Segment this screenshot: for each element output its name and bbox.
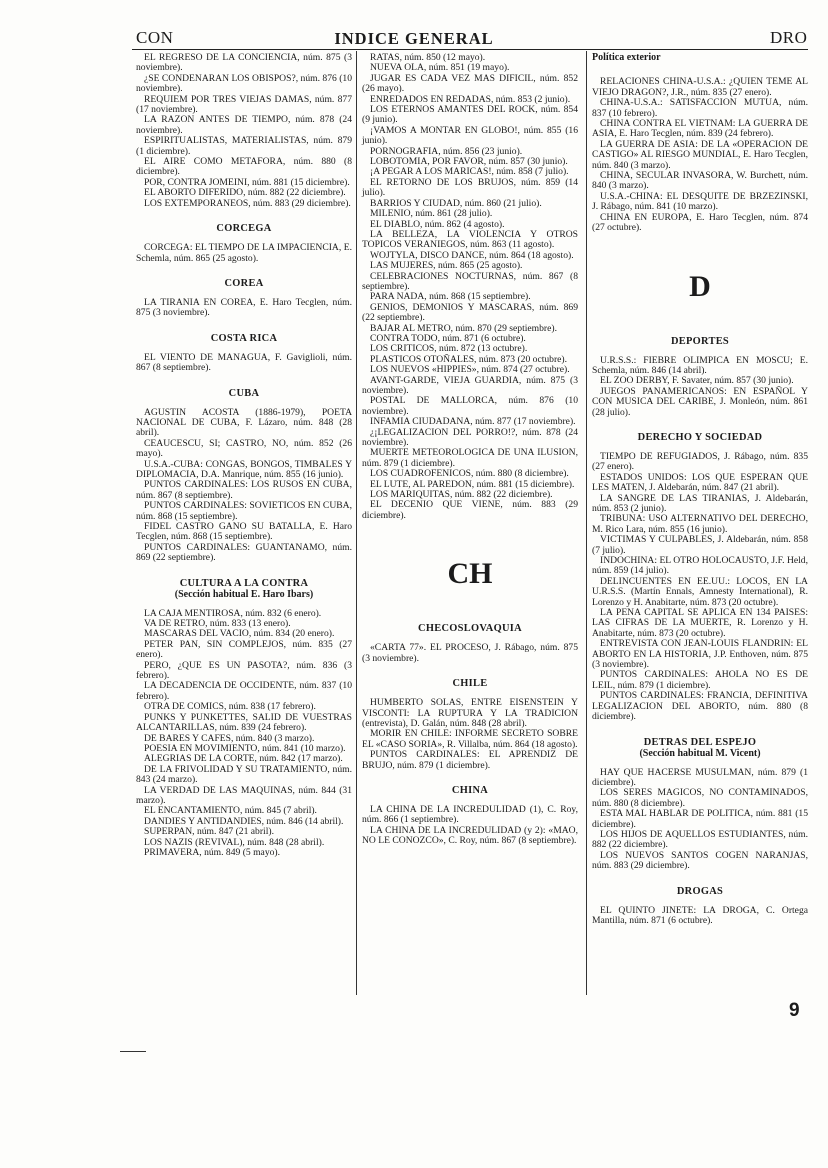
index-entry: EL ENCANTAMIENTO, núm. 845 (7 abril). [144,805,317,817]
index-entry: LA RAZON ANTES DE TIEMPO, núm. 878 (24 noviembre). [136,114,352,136]
index-entry: PUNTOS CARDINALES: SOVIETICOS EN CUBA, núm. 868 (15 septiembre). [136,500,352,522]
section-heading-title: COREA [224,277,264,289]
index-entry: LA CAJA MENTIROSA, núm. 832 (6 enero). [144,607,322,619]
index-entry: EL AIRE COMO METAFORA, núm. 880 (8 diciembre). [136,156,352,178]
index-entry: PRIMAVERA, núm. 849 (5 mayo). [144,846,281,858]
index-entry: PLASTICOS OTOÑALES, núm. 873 (20 octubre). [370,353,568,365]
index-entry: TRIBUNA: USO ALTERNATIVO DEL DERECHO, M. Rico Lara, núm. 855 (16 junio). [592,513,808,535]
index-entry: MUERTE METEOROLOGICA DE UNA ILUSION, núm. 879 (1 diciembre). [362,447,578,469]
index-entry: LA DECADENCIA DE OCCIDENTE, núm. 837 (10 febrero). [136,680,352,702]
index-entry: EL DECENIO QUE VIENE, núm. 883 (29 diciembre). [362,499,578,521]
index-entry: PETER PAN, SIN COMPLEJOS, núm. 835 (27 enero). [136,638,352,661]
index-entry: LA SANGRE DE LAS TIRANIAS, J. Aldebarán, núm. 853 (2 junio). [592,492,808,514]
index-entry: LOS NUEVOS «HIPPIES», núm. 874 (27 octubre). [370,364,570,376]
index-entry: DE LA FRIVOLIDAD Y SU TRATAMIENTO, núm. 843 (24 marzo). [136,763,352,786]
index-entry: RATAS, núm. 850 (12 mayo). [370,52,486,63]
index-entry: LA VERDAD DE LAS MAQUINAS, núm. 844 (31 marzo). [136,784,352,806]
index-entry: «CARTA 77». EL PROCESO, J. Rábago, núm. 875 (3 noviembre). [362,642,578,664]
index-entry: JUEGOS PANAMERICANOS: EN ESPAÑOL Y CON MUSICA DEL CARIBE, J. Monleón, núm. 861 (28 julio). [592,385,808,418]
index-entry: ALEGRIAS DE LA CORTE, núm. 842 (17 marzo). [144,753,343,765]
index-entry: POSTAL DE MALLORCA, núm. 876 (10 noviembre). [362,395,578,417]
index-entry: PUNTOS CARDINALES: GUANTANAMO, núm. 869 (22 septiembre). [136,541,352,564]
index-entry: CHINA EN EUROPA, E. Haro Tecglen, núm. 874 (27 octubre). [592,211,808,234]
index-entry: MASCARAS DEL VACIO, núm. 834 (20 enero). [144,628,335,640]
header-rule [132,49,808,50]
index-entry: LA PENA CAPITAL SE APLICA EN 134 PAISES: LAS CIFRAS DE LA MUERTE, R. Lorenzo y H. Anabitarte, núm. 873 (20 octubre). [592,607,808,639]
section-heading [136,278,352,289]
index-entry: EL VIENTO DE MANAGUA, F. Gaviglioli, núm. 867 (8 septiembre). [136,351,352,374]
section-heading-title: DETRAS DEL ESPEJO [643,736,757,748]
index-entry: EL QUINTO JINETE: LA DROGA, C. Ortega Mantilla, núm. 871 (6 octubre). [592,904,808,926]
section-heading-title: CULTURA A LA CONTRA [179,577,309,589]
index-entry: POESIA EN MOVIMIENTO, núm. 841 (10 marzo). [144,742,346,754]
index-entry: PUNTOS CARDINALES: EL APRENDIZ DE BRUJO, núm. 879 (1 diciembre). [362,749,578,771]
index-entry: PUNTOS CARDINALES: LOS RUSOS EN CUBA, núm. 867 (8 septiembre). [136,479,352,501]
index-entry: VICTIMAS Y CULPABLES, J. Aldebarán, núm. 858 (7 julio). [592,534,808,556]
index-column-2 [362,53,578,847]
index-entry: LA CHINA DE LA INCREDULIDAD (y 2): «MAO, NO LE CONOZCO», C. Roy, núm. 867 (8 septiembre). [362,824,578,847]
section-heading-title: COSTA RICA [210,332,278,344]
running-head-left: CON [136,28,174,47]
index-entry: EL RETORNO DE LOS BRUJOS, núm. 859 (14 julio). [362,176,578,199]
running-head-right: DRO [770,28,808,47]
section-heading [136,223,352,234]
section-heading [362,678,578,689]
index-entry: LOS CRITICOS, núm. 872 (13 octubre). [370,343,528,355]
index-entry: ¿¡LEGALIZACION DEL PORRO!?, núm. 878 (24 noviembre). [362,426,578,449]
index-entry: AGUSTIN ACOSTA (1886-1979), POETA NACIONAL DE CUBA, F. Lázaro, núm. 848 (28 abril). [136,406,352,439]
index-entry: EL ABORTO DIFERIDO, núm. 882 (22 diciembre). [144,187,346,199]
index-entry: INDOCHINA: EL OTRO HOLOCAUSTO, J.F. Held, núm. 859 (14 julio). [592,555,808,577]
index-entry: CHINA, SECULAR INVASORA, W. Burchett, núm. 840 (3 marzo). [592,170,808,192]
index-column-3 [592,53,808,926]
index-entry: REQUIEM POR TRES VIEJAS DAMAS, núm. 877 (17 noviembre). [136,93,352,116]
index-entry: LA BELLEZA, LA VIOLENCIA Y OTROS TOPICOS VERANIEGOS, núm. 863 (11 agosto). [362,228,578,251]
section-heading-title: CHECOSLOVAQUIA [418,623,522,635]
index-entry: LA CHINA DE LA INCREDULIDAD (1), C. Roy, núm. 866 (1 septiembre). [362,803,578,826]
section-heading-title: DEPORTES [670,335,730,347]
section-heading [362,623,578,634]
section-heading [592,432,808,443]
section-heading [136,388,352,399]
index-entry: ¿SE CONDENARAN LOS OBISPOS?, núm. 876 (10 noviembre). [136,72,352,95]
section-heading-title: CORCEGA [216,223,272,235]
section-heading-title: CHILE [452,678,488,690]
index-entry: ¡A PEGAR A LOS MARICAS!, núm. 858 (7 julio). [370,166,569,178]
index-entry: CELEBRACIONES NOCTURNAS, núm. 867 (8 septiembre). [362,270,578,292]
index-entry: ESTA MAL HABLAR DE POLITICA, núm. 881 (15 diciembre). [592,808,808,830]
index-entry: CORCEGA: EL TIEMPO DE LA IMPACIENCIA, E. Schemla, núm. 865 (25 agosto). [136,242,352,264]
index-entry: TIEMPO DE REFUGIADOS, J. Rábago, núm. 835 (27 enero). [592,450,808,473]
index-entry: EL DIABLO, núm. 862 (4 agosto). [370,218,505,230]
index-entry: LOS NAZIS (REVIVAL), núm. 848 (28 abril). [144,836,325,848]
index-entry: DELINCUENTES EN EE.UU.: LOCOS, EN LA U.R.S.S. (Martín Ennals, Amnesty International), R. Lorenzo y H. Anabitarte, núm. 873 (20 octubre). [592,575,808,608]
section-heading-note: (Sección habitual M. Vicent) [639,747,761,759]
section-heading [362,785,578,796]
index-entry: BARRIOS Y CIUDAD, núm. 860 (21 julio). [370,197,542,209]
index-entry: BAJAR AL METRO, núm. 870 (29 septiembre). [370,322,557,334]
index-entry: MILENIO, núm. 861 (28 julio). [370,208,493,220]
index-entry: ESTADOS UNIDOS: LOS QUE ESPERAN QUE LES MATEN, J. Aldebarán, núm. 847 (21 abril). [592,471,808,494]
section-heading-title: DERECHO Y SOCIEDAD [637,431,763,443]
index-entry: LOS NUEVOS SANTOS COGEN NARANJAS, núm. 883 (29 diciembre). [592,849,808,872]
index-entry: HAY QUE HACERSE MUSULMAN, núm. 879 (1 diciembre). [592,766,808,788]
index-entry: FIDEL CASTRO GANO SU BATALLA, E. Haro Tecglen, núm. 868 (15 septiembre). [136,521,352,543]
index-entry: CHINA-U.S.A.: SATISFACCION MUTUA, núm. 837 (10 febrero). [592,97,808,119]
index-entry: PARA NADA, núm. 868 (15 septiembre). [370,291,531,303]
section-heading [592,886,808,897]
column-divider [356,51,357,995]
index-entry: PUNKS Y PUNKETTES, SALID DE VUESTRAS ALCANTARILLAS, núm. 839 (24 febrero). [136,711,352,734]
index-entry: ENREDADOS EN REDADAS, núm. 853 (2 junio). [370,93,571,105]
index-entry: DANDIES Y ANTIDANDIES, núm. 846 (14 abril). [144,815,344,827]
index-entry: NUEVA OLA, núm. 851 (19 mayo). [370,62,510,74]
section-heading-title: CHINA [451,784,489,796]
index-entry: LA TIRANIA EN COREA, E. Haro Tecglen, núm. 875 (3 noviembre). [136,296,352,319]
section-heading-note: (Sección habitual E. Haro Ibars) [174,588,314,600]
index-entry: U.R.S.S.: FIEBRE OLIMPICA EN MOSCU; E. Schemla, núm. 846 (14 abril). [592,354,808,376]
index-entry: POR, CONTRA JOMEINI, núm. 881 (15 diciembre). [144,176,350,188]
index-entry: HUMBERTO SOLAS, ENTRE EISENSTEIN Y VISCONTI: LA RUPTURA Y LA TRADICION (entrevista), D. Galán, núm. 848 (28 abril). [362,697,578,729]
index-entry: WOJTYLA, DISCO DANCE, núm. 864 (18 agosto). [370,249,574,261]
section-heading [136,578,352,600]
index-entry: LA GUERRA DE ASIA: DE LA «OPERACION DE CASTIGO» AL RIESGO MUNDIAL, E. Haro Tecglen, núm. 840 (3 marzo). [592,138,808,171]
index-entry: CEAUCESCU, SI; CASTRO, NO, núm. 852 (26 mayo). [136,437,352,460]
index-entry: LOBOTOMIA, POR FAVOR, núm. 857 (30 junio). [370,156,568,168]
footer-dash [120,1051,146,1052]
index-entry: SUPERPAN, núm. 847 (21 abril). [144,826,274,838]
index-entry: LOS ETERNOS AMANTES DEL ROCK, núm. 854 (9 junio). [362,104,578,126]
index-entry: PUNTOS CARDINALES: FRANCIA, DEFINITIVA LEGALIZACION DEL ABORTO, núm. 880 (8 diciembre). [592,690,808,723]
index-entry: LOS MARIQUITAS, núm. 882 (22 diciembre). [370,489,553,501]
index-entry: PERO, ¿QUE ES UN PASOTA?, núm. 836 (3 febrero). [136,659,352,682]
index-entry: ESPIRITUALISTAS, MATERIALISTAS, núm. 879 (1 diciembre). [136,135,352,157]
index-entry: MORIR EN CHILE: INFORME SECRETO SOBRE EL «CASO SORIA», R. Villalba, núm. 864 (18 agosto). [362,728,578,750]
index-entry: EL REGRESO DE LA CONCIENCIA, núm. 875 (3 noviembre). [136,52,352,74]
index-entry: CONTRA TODO, núm. 871 (6 octubre). [370,332,526,344]
index-entry: GENIOS, DEMONIOS Y MASCARAS, núm. 869 (22 septiembre). [362,301,578,324]
index-entry: LOS SERES MAGICOS, NO CONTAMINADOS, núm. 880 (8 diciembre). [592,787,808,809]
index-entry: LOS HIJOS DE AQUELLOS ESTUDIANTES, núm. 882 (22 diciembre). [592,828,808,851]
letter-divider: CH [447,557,493,591]
index-entry: DE BARES Y CAFES, núm. 840 (3 marzo). [144,732,315,744]
index-entry: VA DE RETRO, núm. 833 (13 enero). [144,618,291,630]
section-heading-title: DROGAS [676,885,724,897]
index-entry: EL ZOO DERBY, F. Savater, núm. 857 (30 junio). [600,375,794,387]
section-heading [136,333,352,344]
index-entry: LAS MUJERES, núm. 865 (25 agosto). [370,260,523,272]
index-entry: ¡VAMOS A MONTAR EN GLOBO!, núm. 855 (16 junio). [362,124,578,147]
index-entry: LOS EXTEMPORANEOS, núm. 883 (29 diciembre). [144,197,351,209]
running-head-title: INDICE GENERAL [334,29,494,48]
index-entry: PUNTOS CARDINALES: AHOLA NO ES DE LEIL, núm. 879 (1 diciembre). [592,669,808,691]
index-entry: CHINA CONTRA EL VIETNAM: LA GUERRA DE ASIA, E. Haro Tecglen, núm. 839 (24 febrero). [592,118,808,140]
index-entry: OTRA DE COMICS, núm. 838 (17 febrero). [144,701,316,713]
section-heading [592,336,808,347]
index-entry: AVANT-GARDE, VIEJA GUARDIA, núm. 875 (3 noviembre). [362,374,578,396]
column-divider [586,51,587,995]
subsection-label: Política exterior [592,52,661,63]
index-entry: JUGAR ES CADA VEZ MAS DIFICIL, núm. 852 (26 mayo). [362,72,578,95]
index-entry: RELACIONES CHINA-U.S.A.: ¿QUIEN TEME AL VIEJO DRAGON?, J.R., núm. 835 (27 enero). [592,76,808,98]
index-column-1 [136,53,352,858]
letter-divider: D [689,269,711,303]
page-number: 9 [789,1000,800,1021]
index-entry: U.S.A.-CHINA: EL DESQUITE DE BRZEZINSKI, J. Rábago, núm. 841 (10 marzo). [592,190,808,213]
index-entry: EL LUTE, AL PAREDON, núm. 881 (15 diciembre). [370,478,575,490]
index-entry: U.S.A.-CUBA: CONGAS, BONGOS, TIMBALES Y DIPLOMACIA, D.A. Manrique, núm. 855 (16 junio). [136,458,352,480]
index-entry: ENTREVISTA CON JEAN-LOUIS FLANDRIN: EL ABORTO EN LA HISTORIA, J.P. Enthoven, núm. 875 (3 noviembre). [592,638,808,671]
section-heading-title: CUBA [228,387,260,399]
index-entry: LOS CUADROFENICOS, núm. 880 (8 diciembre). [370,468,569,480]
index-entry: PORNOGRAFIA, núm. 856 (23 junio). [370,145,523,157]
section-heading [592,737,808,759]
index-entry: INFAMIA CIUDADANA, núm. 877 (17 noviembre). [370,416,576,428]
